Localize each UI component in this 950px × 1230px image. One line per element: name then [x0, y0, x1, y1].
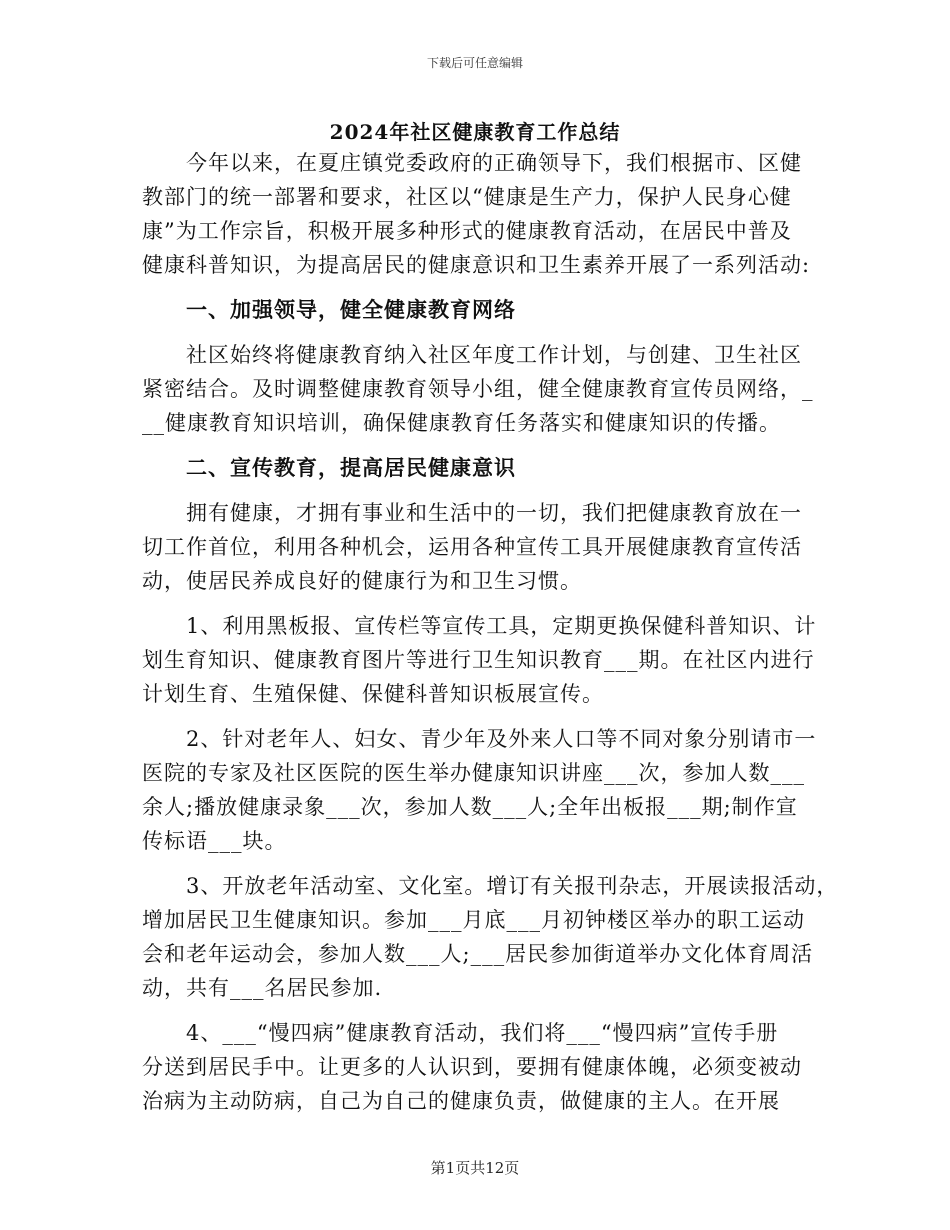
paragraph-line: 社区始终将健康教育纳入社区年度工作计划，与创建、卫生社区: [186, 343, 802, 367]
page-footer: 第1页共12页: [430, 1159, 520, 1177]
paragraph-line: 医院的专家及社区医院的医生举办健康知识讲座___次，参加人数___: [142, 761, 805, 785]
paragraph-line: 1、利用黑板报、宣传栏等宣传工具，定期更换保健科普知识、计: [186, 614, 817, 638]
paragraph-line: 动，共有___名居民参加.: [142, 976, 383, 1000]
section-heading: 二、宣传教育，提高居民健康意识: [186, 455, 516, 480]
paragraph-line: 传标语___块。: [142, 829, 287, 853]
paragraph-line: 紧密结合。及时调整健康教育领导小组，健全健康教育宣传员网络，_: [142, 377, 814, 401]
header-note: 下载后可任意编辑: [426, 56, 523, 70]
paragraph-line: 动，使居民养成良好的健康行为和卫生习惯。: [142, 569, 582, 593]
paragraph-line: 增加居民卫生健康知识。参加___月底___月初钟楼区举办的职工运动: [142, 908, 805, 932]
paragraph-line: 康”为工作宗旨，积极开展多种形式的健康教育活动，在居民中普及: [142, 219, 792, 243]
paragraph-line: 余人;播放健康录象___次，参加人数___人;全年出板报___期;制作宣: [142, 795, 798, 819]
paragraph-line: 分送到居民手中。让更多的人认识到，要拥有健康体魄，必须变被动: [142, 1055, 802, 1079]
document-title: 2024年社区健康教育工作总结: [329, 120, 621, 144]
paragraph-line: 切工作首位，利用各种机会，运用各种宣传工具开展健康教育宣传活: [142, 535, 802, 559]
paragraph-line: __健康教育知识培训，确保健康教育任务落实和健康知识的传播。: [142, 411, 781, 435]
paragraph-line: 教部门的统一部署和要求，社区以“健康是生产力，保护人民身心健: [142, 185, 792, 209]
paragraph-line: 3、开放老年活动室、文化室。增订有关报刊杂志，开展读报活动，: [186, 874, 839, 898]
section-heading: 一、加强领导，健全健康教育网络: [186, 297, 516, 322]
paragraph-line: 治病为主动防病，自己为自己的健康负责，做健康的主人。在开展: [142, 1089, 780, 1113]
document-body: [142, 146, 839, 1118]
paragraph-line: 2、针对老年人、妇女、青少年及外来人口等不同对象分别请市一: [186, 727, 817, 751]
paragraph-line: 会和老年运动会，参加人数___人;___居民参加街道举办文化体育周活: [142, 942, 814, 966]
paragraph-line: 计划生育、生殖保健、保健科普知识板展宣传。: [142, 682, 604, 706]
paragraph-line: 健康科普知识，为提高居民的健康意识和卫生素养开展了一系列活动:: [142, 253, 811, 277]
paragraph-line: 拥有健康，才拥有事业和生活中的一切，我们把健康教育放在一: [186, 501, 802, 525]
paragraph-line: 今年以来，在夏庄镇党委政府的正确领导下，我们根据市、区健: [186, 151, 802, 175]
paragraph-line: 划生育知识、健康教育图片等进行卫生知识教育___期。在社区内进行: [142, 648, 815, 672]
paragraph-line: 4、___“慢四病”健康教育活动，我们将___“慢四病”宣传手册: [186, 1021, 779, 1045]
